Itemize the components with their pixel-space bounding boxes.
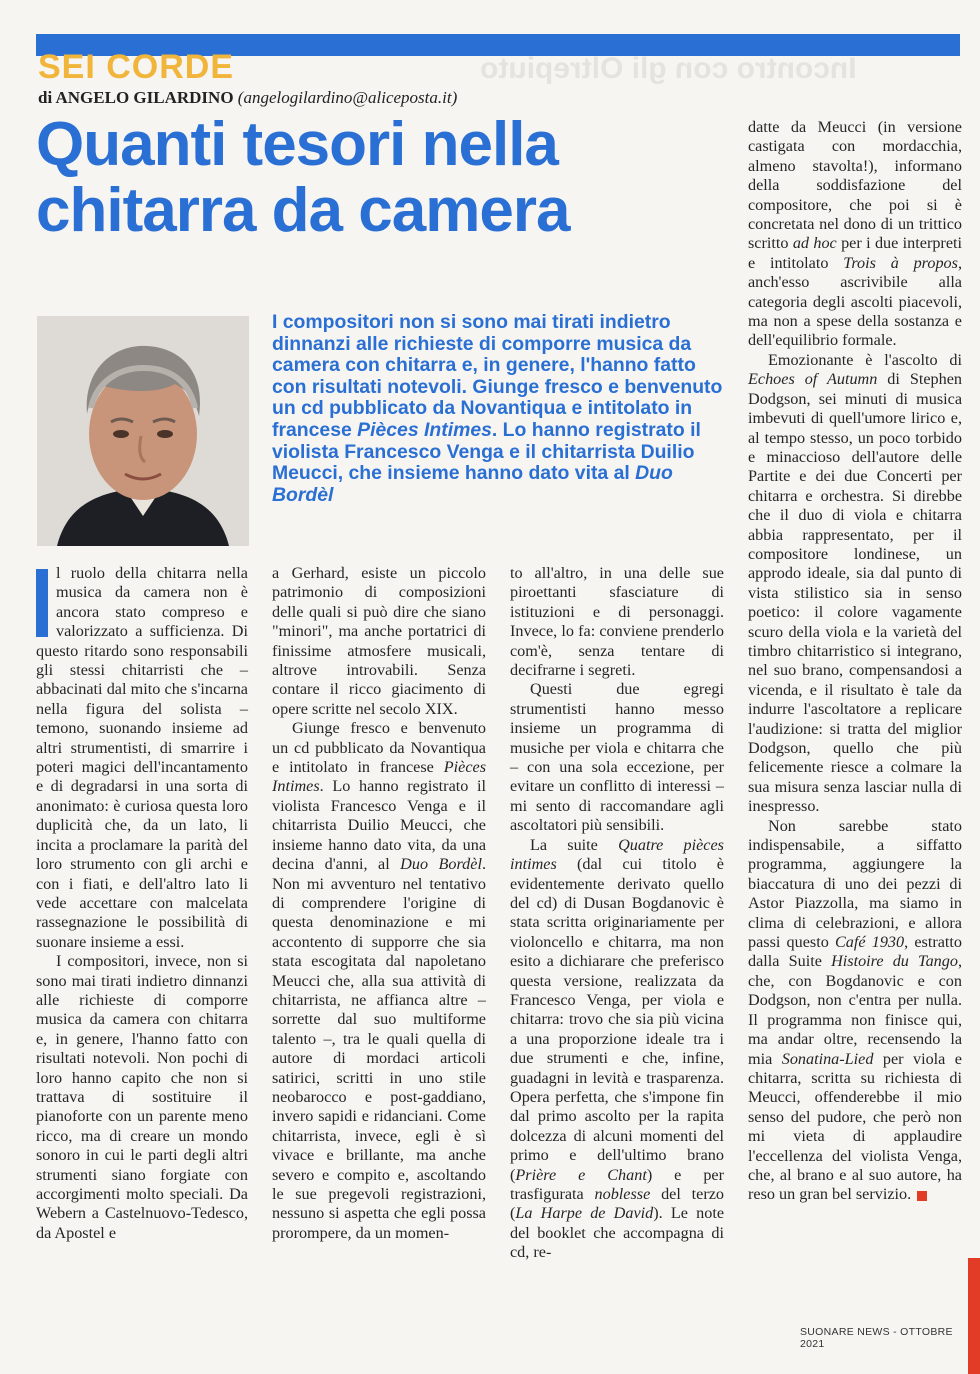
italic-title: Pièces Intimes	[272, 758, 486, 796]
text-run: di Stephen Dodgson, sei minuti di musica imbevuti di quell'umore lirico e, al tempo stesso, un poco torbido e minaccioso dell'autore delle Partite e dei due Concerti per chitarra e orchestra. Si direbbe che il duo di viola e chitarra abbia rappresentato, per il compositore londinese, un approdo ideale, sia dal punto di vista stilistico sia in senso poetico: il colore vagamente scuro della viola e la varietà del timbro chitarristico si integrano, nel suo brano, compensandosi a vicenda, e il risultato è tale da indurre l'ascoltatore a replicare l'audizione: si tratta del miglior Dodgson, quello che più felicemente riesce a colmare la sua misura senza lasciar nulla di inespresso.	[748, 370, 962, 816]
italic-title: La Harpe de David	[515, 1204, 654, 1223]
author-photo	[37, 316, 249, 546]
text-run: ) e per trasfigurata	[510, 1165, 724, 1203]
text-run: ). Le note del booklet che accompagna di cd, re-	[510, 1204, 724, 1262]
article-lead	[272, 312, 734, 506]
text-run: , anch'esso ascrivibile alla categoria degli ascolti piacevoli, ma non a spese della sostanza e dell'equilibrio formale.	[748, 253, 963, 350]
italic-title: Trois à propos	[843, 253, 958, 272]
paragraph: a Gerhard, esiste un piccolo patrimonio di composizioni delle quali si può dire che siano "minori", ma anche portatrici di finissime atmosfere musicali, altrove introvabili. Senza contare il ricco giacimento di opere scritte nel secolo XIX.	[272, 564, 486, 718]
italic-title: noblesse	[594, 1185, 651, 1203]
text-run: per viola e chitarra, scritta su richiesta di Meucci, offenderebbe il mio senso del pudore, che però non mi vieta di applaudire l'eccellenza del violista Venga, che, al brano e al suo autore, ha reso un gran bel servizio.	[748, 1049, 962, 1204]
show-through-text: Incontro con gli Oltrepiuto	[480, 52, 857, 85]
drop-cap-bar	[36, 569, 48, 637]
page-edge-tab	[968, 1258, 980, 1374]
end-of-article-mark	[917, 1191, 927, 1201]
text-run: Giunge fresco e benvenuto un cd pubblicato da Novantiqua e intitolato in francese	[272, 719, 486, 777]
italic-title: Sonatina-Lied	[781, 1049, 874, 1068]
italic-title: Prière e Chant	[515, 1165, 647, 1184]
paragraph	[748, 351, 962, 817]
paragraph: Questi due egregi strumentisti hanno messo insieme un programma di musiche per viola e chitarra che – con una sola eccezione, per evitare un conflitto di interessi – mi sento di raccomandare agli ascoltatori più sensibili.	[510, 680, 724, 835]
text-run: (dal cui titolo è evidentemente derivato quello del cd) di Dusan Bogdanovic è stata scritta originariamente per violoncello e chitarra, ma non esito a dichiarare che preferisco questa versione, realizzata da Francesco Venga, per viola e chitarra: trovo che sia più vicina a una proporzione ideale tra i due strumenti e che, infine, guadagni in levità e trasparenza. Opera perfetta, che s'impone fin dal primo ascolto per la rapita dolcezza di alcuni momenti del primo e dell'ultimo brano (	[510, 855, 724, 1184]
text-column-2	[272, 564, 486, 1243]
text-column-4	[748, 118, 962, 1205]
page-footer: SUONARE NEWS - OTTOBRE 2021	[800, 1326, 953, 1350]
italic-title: Histoire du Tango	[831, 952, 958, 971]
author-name: di ANGELO GILARDINO	[38, 88, 234, 107]
text-column-3	[510, 564, 724, 1263]
text-run: . Non mi avventuro nel tentativo di comprendere l'origine di questa denominazione e mi accontento di supporre che sia stata escogitata dal napoletano Meucci che, alla sua attività di chitarrista, ne affianca altre – sorrette dal suo multiforme talento –, tra le quali quella di autore di mordaci articoli satirici, scritti in uno stile neobarocco e post-gaddiano, invero sapidi e ridanciani. Come chitarrista, invece, egli è sì vivace e brillante, ma anche severo e compito e, ascoltando le sue pregevoli registrazioni, nessuno si aspetta che egli possa prorompere, da un momen-	[272, 855, 486, 1242]
section-rubric: SEI CORDE	[38, 48, 235, 86]
portrait-illustration	[37, 316, 249, 546]
lead-title-pieces-intimes: Pièces Intimes	[357, 418, 492, 441]
paragraph	[510, 836, 724, 1263]
paragraph	[748, 118, 962, 351]
lead-text-1: I compositori non si sono mai tirati indietro dinnanzi alle richieste di comporre musica da camera con chitarra e, in genere, l'hanno fatto con risultati notevoli. Giunge fresco e benvenuto un cd pubblicato da Novantiqua e intitolato in francese	[272, 311, 723, 441]
paragraph	[36, 564, 248, 952]
italic-title: Café 1930	[835, 933, 905, 952]
italic-title: Duo Bordèl	[400, 855, 482, 874]
paragraph	[272, 719, 486, 1243]
paragraph: to all'altro, in una delle sue piroettanti sfasciature di istituzioni e di personaggi. Invece, lo fa: conviene prenderlo com'è, senza tentare di decifrarne i segreti.	[510, 564, 724, 680]
text-run: Emozionante è l'ascolto di	[768, 350, 962, 369]
italic-title: Quatre pièces intimes	[510, 835, 724, 874]
text-run: La suite	[530, 835, 619, 854]
text-run: , estratto dalla Suite	[748, 933, 962, 971]
byline	[38, 88, 457, 108]
text-run: del terzo (	[510, 1185, 724, 1223]
paragraph: I compositori, invece, non si sono mai tirati indietro dinnanzi alle richieste di comporre musica da camera con chitarra e, in genere, l'hanno fatto con risultati notevoli. Non pochi di loro hanno capito che non si trattava di sostituire il pianoforte con un parente meno ricco, ma di creare un mondo sonoro in cui le parti degli altri strumenti siano forgiate con accorgimenti molto speciali. Da Webern a Castelnuovo-Tedesco, da Apostel e	[36, 952, 248, 1242]
text-run: . Lo hanno registrato il violista Francesco Venga e il chitarrista Duilio Meucci, che insieme hanno dato vita, da una decina d'anni, al	[272, 777, 486, 874]
text-run: Non sarebbe stato indispensabile, a siffatto programma, aggiungere la biaccatura di uno dei pezzi di Astor Piazzolla, ma siamo in clima di celebrazioni, e allora passi questo	[748, 816, 962, 952]
paragraph	[748, 817, 962, 1205]
paragraph-text: l ruolo della chitarra nella musica da camera non è ancora stato compreso e valorizzato a sufficienza. Di questo ritardo sono responsabili gli stessi chitarristi che – abbacinati dal mito che s'incarna nella figura del solista – temono, suonando insieme ad altri strumentisti, di smarrire i poteri magici dell'incantamento e di degradarsi in una sorta di anonimato: è curiosa questa loro duplicità che, da un lato, li incita a proclamare la parità del loro strumento con gli archi e con i fiati, e dell'altro lato li vede accettare con malcelata rassegnazione le possibilità di suonare insieme a essi.	[36, 564, 248, 951]
text-run: per i due interpreti e intitolato	[748, 234, 962, 272]
headline-line-2: chitarra da camera	[36, 176, 570, 245]
lead-title-duo-bordel: Duo Bordèl	[272, 462, 673, 506]
text-column-1	[36, 564, 248, 1243]
text-run: , che, con Bogdanovic e con Dodgson, non c'entra per nulla. Il programma non finisce qui, ma andar oltre, recensendo la mia	[748, 952, 962, 1068]
author-email: (angelogilardino@aliceposta.it)	[237, 88, 458, 107]
headline-line-1: Quanti tesori nella	[36, 110, 558, 179]
lead-text-2: . Lo hanno registrato il violista Francesco Venga e il chitarrista Duilio Meucci, che insieme hanno dato vita al	[272, 418, 701, 485]
italic-title: Echoes of Autumn	[748, 370, 878, 389]
text-run: datte da Meucci (in versione castigata con mordacchia, almeno stavolta!), informano della soddisfazione del compositore, che poi si è concretata nel dono di un trittico scritto	[748, 118, 962, 253]
article-headline	[36, 112, 736, 244]
italic-title: ad hoc	[792, 234, 837, 253]
